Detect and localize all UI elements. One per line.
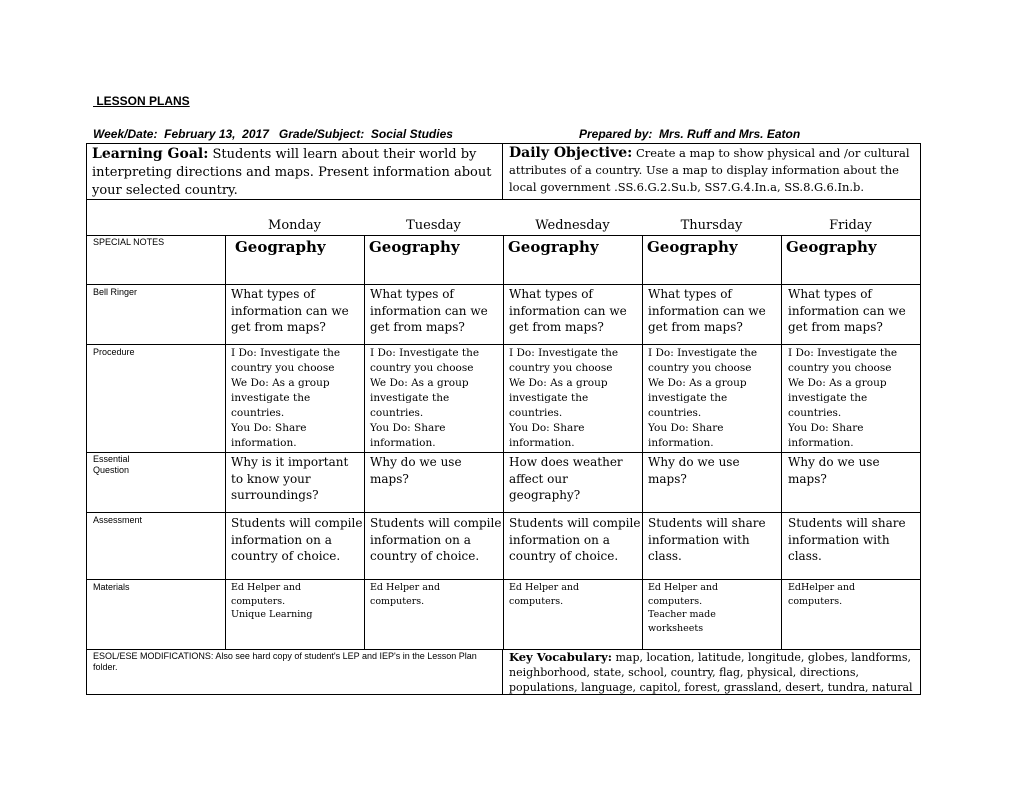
- materials-wednesday: [509, 581, 599, 608]
- procedure-i-do: I Do: Investigate the country you choose: [509, 347, 619, 374]
- special-notes-thursday: Geography: [647, 238, 738, 256]
- procedure-monday: [231, 346, 362, 451]
- essential-question-friday: Why do we use maps?: [788, 455, 880, 486]
- day-header-monday: Monday: [268, 218, 321, 233]
- esol-modifications: ESOL/ESE MODIFICATIONS: Also see hard copy of student's LEP and IEP's in the Lesson Plan folder.: [93, 651, 477, 672]
- procedure-i-do: I Do: Investigate the country you choose: [370, 347, 480, 374]
- procedure-you-do: You Do: Share information.: [370, 422, 446, 449]
- row-label-special-notes: SPECIAL NOTES: [93, 237, 165, 247]
- row-label-materials: Materials: [93, 582, 130, 592]
- special-notes-tuesday: Geography: [369, 238, 460, 256]
- row-label-essential-question: Essential Question: [93, 454, 130, 475]
- procedure-wednesday: [509, 346, 640, 451]
- special-notes-wednesday: Geography: [508, 238, 599, 256]
- daily-objective: [509, 145, 919, 199]
- essential-question-monday: Why is it important to know your surroundings?: [231, 455, 349, 502]
- assessment-thursday: Students will share information with class.: [648, 516, 766, 563]
- essential-question-wednesday: How does weather affect our geography?: [509, 455, 623, 502]
- procedure-you-do: You Do: Share information.: [788, 422, 864, 449]
- procedure-you-do: You Do: Share information.: [509, 422, 585, 449]
- materials-monday: [231, 581, 321, 622]
- special-notes-monday: Geography: [235, 238, 326, 256]
- key-vocabulary: [509, 650, 919, 694]
- procedure-you-do: You Do: Share information.: [231, 422, 307, 449]
- assessment-monday: Students will compile information on a country of choice.: [231, 516, 363, 563]
- procedure-we-do: We Do: As a group investigate the countries.: [648, 377, 747, 419]
- bell-ringer-monday: What types of information can we get from maps?: [231, 287, 349, 334]
- procedure-thursday: [648, 346, 779, 451]
- materials-item: Ed Helper and computers.: [231, 582, 302, 607]
- materials-tuesday: [370, 581, 460, 608]
- essential-question-tuesday: Why do we use maps?: [370, 455, 462, 486]
- row-label-procedure: Procedure: [93, 347, 135, 357]
- procedure-we-do: We Do: As a group investigate the countries.: [370, 377, 469, 419]
- procedure-tuesday: [370, 346, 501, 451]
- row-label-assessment: Assessment: [93, 515, 143, 525]
- week-date-grade-subject: Week/Date: February 13, 2017 Grade/Subject: Social Studies: [93, 127, 453, 141]
- assessment-tuesday: Students will compile information on a country of choice.: [370, 516, 502, 563]
- materials-item: EdHelper and computers.: [788, 582, 856, 607]
- materials-item: Teacher made worksheets: [648, 609, 716, 634]
- day-header-thursday: Thursday: [680, 218, 743, 233]
- materials-item: Ed Helper and computers.: [370, 582, 441, 607]
- day-header-tuesday: Tuesday: [406, 218, 461, 233]
- procedure-we-do: We Do: As a group investigate the countries.: [509, 377, 608, 419]
- materials-item: Ed Helper and computers.: [509, 582, 580, 607]
- materials-item: Unique Learning: [231, 609, 313, 620]
- procedure-you-do: You Do: Share information.: [648, 422, 724, 449]
- row-label-bell-ringer: Bell Ringer: [93, 287, 138, 297]
- assessment-friday: Students will share information with class.: [788, 516, 906, 563]
- materials-friday: [788, 581, 878, 608]
- bell-ringer-thursday: What types of information can we get from maps?: [648, 287, 766, 334]
- procedure-we-do: We Do: As a group investigate the countries.: [231, 377, 330, 419]
- bell-ringer-friday: What types of information can we get from maps?: [788, 287, 906, 334]
- bell-ringer-tuesday: What types of information can we get from maps?: [370, 287, 488, 334]
- page-title: LESSON PLANS: [93, 94, 190, 108]
- learning-goal-label: Learning Goal:: [92, 146, 209, 162]
- special-notes-friday: Geography: [786, 238, 877, 256]
- procedure-i-do: I Do: Investigate the country you choose: [788, 347, 898, 374]
- day-header-friday: Friday: [829, 218, 872, 233]
- bell-ringer-wednesday: What types of information can we get from maps?: [509, 287, 627, 334]
- daily-objective-text: Create a map to show physical and /or cultural attributes of a country. Use a map to display information about the local government .SS.6.G.2.Su.b, SS7.G.4.In.a, SS.8.G.6.In.b.: [509, 146, 910, 194]
- assessment-wednesday: Students will compile information on a country of choice.: [509, 516, 641, 563]
- procedure-i-do: I Do: Investigate the country you choose: [231, 347, 341, 374]
- day-header-wednesday: Wednesday: [535, 218, 610, 233]
- prepared-by: Prepared by: Mrs. Ruff and Mrs. Eaton: [579, 127, 801, 141]
- procedure-i-do: I Do: Investigate the country you choose: [648, 347, 758, 374]
- materials-item: Ed Helper and computers.: [648, 582, 719, 607]
- procedure-friday: [788, 346, 919, 451]
- learning-goal: [92, 145, 500, 199]
- key-vocabulary-label: Key Vocabulary:: [509, 650, 612, 664]
- key-vocabulary-text: map, location, latitude, longitude, globes, landforms, neighborhood, state, school, country, flag, physical, directions, populations, language, capitol, forest, grassland, desert, tundra, natural: [509, 651, 913, 694]
- daily-objective-label: Daily Objective:: [509, 145, 633, 161]
- materials-thursday: [648, 581, 738, 635]
- learning-goal-text: Students will learn about their world by interpreting directions and maps. Present information about your selected country.: [92, 147, 492, 198]
- essential-question-thursday: Why do we use maps?: [648, 455, 740, 486]
- procedure-we-do: We Do: As a group investigate the countries.: [788, 377, 887, 419]
